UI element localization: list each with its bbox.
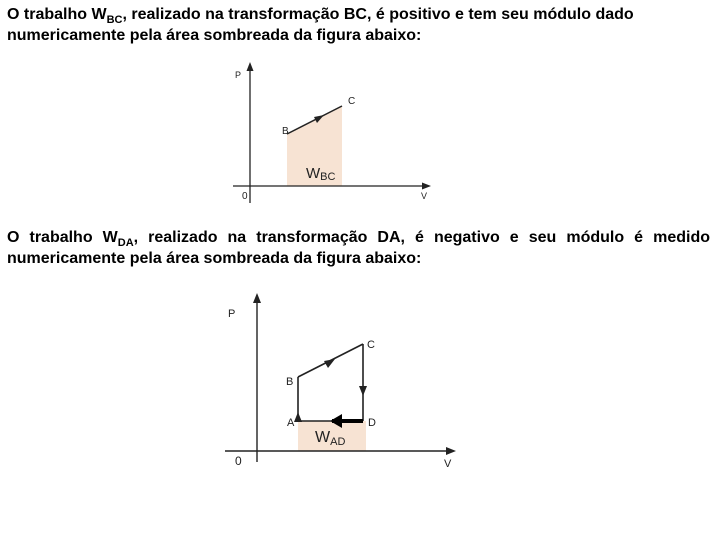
point-b-label: B <box>286 376 294 388</box>
origin-label: 0 <box>235 454 242 468</box>
figure-wbc-svg <box>225 58 445 218</box>
figure-wbc <box>225 58 445 223</box>
area-label-sub: AD <box>330 436 346 448</box>
paragraph-wda-subscript: DA <box>117 237 134 249</box>
v-axis-arrow-icon <box>446 447 456 455</box>
p-axis-label: P <box>235 70 242 80</box>
origin-label: 0 <box>242 191 248 202</box>
paragraph-wbc-start: O trabalho W <box>7 6 107 23</box>
p-axis-arrow-icon <box>253 293 261 303</box>
point-c-label: C <box>367 339 375 351</box>
v-axis-label: V <box>421 191 428 201</box>
v-axis-arrow-icon <box>422 183 431 190</box>
p-axis-arrow-icon <box>247 62 254 71</box>
point-d-label: D <box>368 417 376 429</box>
paragraph-wda <box>7 228 710 269</box>
p-axis-label: P <box>228 308 236 320</box>
figure-wda-svg <box>220 290 470 480</box>
paragraph-wda-end: , realizado na transformação DA, é negativo e seu módulo é medido numericamente pela área sombreada da figura abaixo: <box>7 229 710 267</box>
paragraph-wbc-end: , realizado na transformação BC, é positivo e tem seu módulo dado numericamente pela área sombreada da figura abaixo: <box>7 6 634 44</box>
figure-wda <box>220 290 470 485</box>
point-b-label: B <box>282 126 289 137</box>
area-label-main: W <box>315 429 331 446</box>
paragraph-wbc <box>7 5 710 46</box>
point-c-label: C <box>348 96 356 107</box>
process-arrow-cd-icon <box>359 386 367 396</box>
paragraph-wbc-subscript: BC <box>106 14 123 26</box>
area-label-main: W <box>306 165 321 182</box>
area-label-sub: BC <box>320 171 336 183</box>
process-arrow-bc-icon <box>324 359 335 368</box>
v-axis-label: V <box>444 458 452 470</box>
point-a-label: A <box>287 417 295 429</box>
paragraph-wda-start: O trabalho W <box>7 229 118 246</box>
